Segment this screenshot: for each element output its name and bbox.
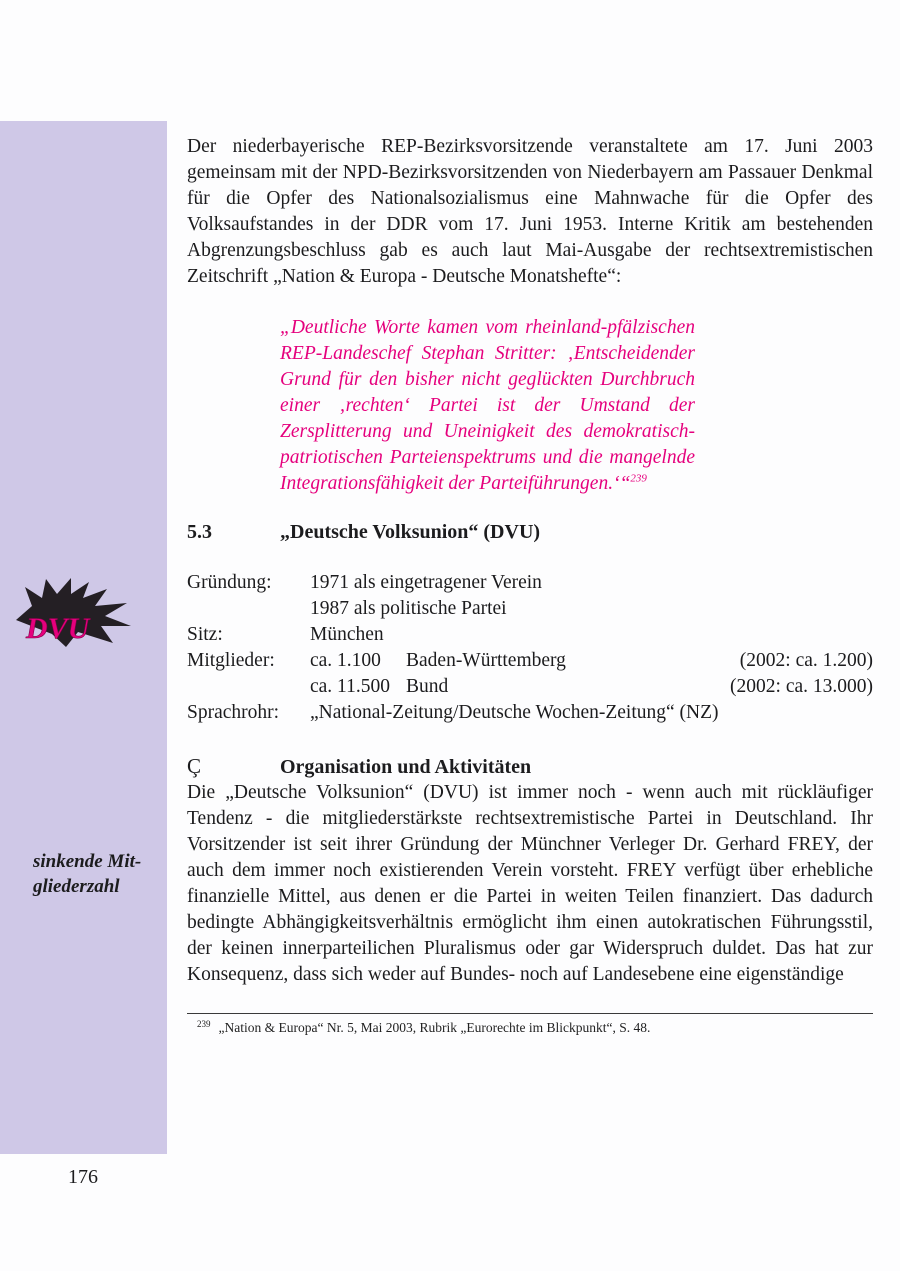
dvu-logo <box>12 576 136 652</box>
section-number: 5.3 <box>187 521 212 543</box>
footnote-ref: 239 <box>630 472 647 485</box>
subsection-bullet-glyph: Ç <box>187 754 202 778</box>
main-text-column <box>187 134 873 1037</box>
member-region: Bund <box>406 676 449 697</box>
info-label: Sitz: <box>187 624 223 645</box>
quote-block <box>280 315 695 497</box>
member-note: (2002: ca. 1.200) <box>739 650 873 671</box>
section-title: „Deutsche Volksunion“ (DVU) <box>280 521 541 543</box>
footnote-text: „Nation & Europa“ Nr. 5, Mai 2003, Rubrik „Eurorechte im Blickpunkt“, S. 48. <box>218 1020 651 1035</box>
info-row-mitglieder-bund <box>187 674 873 700</box>
info-value: München <box>310 624 384 645</box>
footnote-rule <box>187 1013 873 1014</box>
info-value: 1971 als eingetragener Verein <box>310 572 542 593</box>
margin-note <box>33 849 171 899</box>
info-row-gruendung <box>187 570 873 596</box>
subsection-heading <box>187 753 873 780</box>
info-row-mitglieder-bw <box>187 648 873 674</box>
margin-note-line1: sinkende Mit- <box>33 851 142 872</box>
info-label: Mitglieder: <box>187 650 275 671</box>
info-row-sprachrohr <box>187 700 873 726</box>
info-list <box>187 570 873 726</box>
section-heading <box>187 519 873 545</box>
member-count: ca. 11.500 <box>310 676 390 697</box>
quote-text: „Deutliche Worte kamen vom rheinland-pfälzischen REP-Landeschef Stephan Stritter: ‚Entscheidender Grund für den bisher nicht geglückten Durchbruch einer ‚rechten‘ Partei ist der Umstand der Zersplitterung und Uneinigkeit des demokratisch-patriotischen Parteienspektrums und die mangelnde Integrationsfähigkeit der Parteiführungen.‘“ <box>280 317 695 494</box>
info-value: 1987 als politische Partei <box>310 598 507 619</box>
footnote <box>187 1013 873 1037</box>
page-number: 176 <box>68 1166 98 1188</box>
info-row-sitz <box>187 622 873 648</box>
paragraph-intro: Der niederbayerische REP-Bezirksvorsitzende veranstaltete am 17. Juni 2003 gemeinsam mit der NPD-Bezirksvorsitzenden von Niederbayern am Passauer Denkmal für die Opfer des Nationalsozialismus eine Mahnwache für die Opfer des Volksaufstandes in der DDR vom 17. Juni 1953. Interne Kritik am bestehenden Abgrenzungsbeschluss gab es auch laut Mai-Ausgabe der rechtsextremistischen Zeitschrift „Nation & Europa - Deutsche Monatshefte“: <box>187 136 873 287</box>
info-row-gruendung-2 <box>187 596 873 622</box>
info-label <box>187 674 310 700</box>
info-value: „National-Zeitung/Deutsche Wochen-Zeitung“ (NZ) <box>310 702 719 723</box>
footnote-marker: 239 <box>197 1018 211 1029</box>
info-label: Gründung: <box>187 572 272 593</box>
paragraph-dvu: Die „Deutsche Volksunion“ (DVU) ist immer noch - wenn auch mit rückläufiger Tendenz - die mitgliederstärkste rechtsextremistische Partei in Deutschland. Ihr Vorsitzender ist seit ihrer Gründung der Münchner Verleger Dr. Gerhard FREY, der auch dem immer noch existierenden Verein vorsteht. FREY verfügt über erhebliche finanzielle Mittel, aus denen er die Partei in weiten Teilen finanziert. Das dadurch bedingte Abhängigkeitsverhältnis ermöglicht ihm einen autokratischen Führungsstil, der keinen innerparteilichen Pluralismus oder gar Widerspruch duldet. Das hat zur Konsequenz, dass sich weder auf Bundes- noch auf Landesebene eine eigenständige <box>187 782 873 985</box>
footnote-text-line <box>187 1019 873 1037</box>
subsection-title: Organisation und Aktivitäten <box>280 756 532 778</box>
member-count: ca. 1.100 <box>310 650 381 671</box>
member-region: Baden-Württemberg <box>406 650 566 671</box>
info-label: Sprachrohr: <box>187 702 280 723</box>
margin-note-line2: gliederzahl <box>33 876 120 897</box>
info-label <box>187 596 310 622</box>
member-note: (2002: ca. 13.000) <box>730 676 873 697</box>
dvu-logo-text: DVU <box>26 612 90 645</box>
